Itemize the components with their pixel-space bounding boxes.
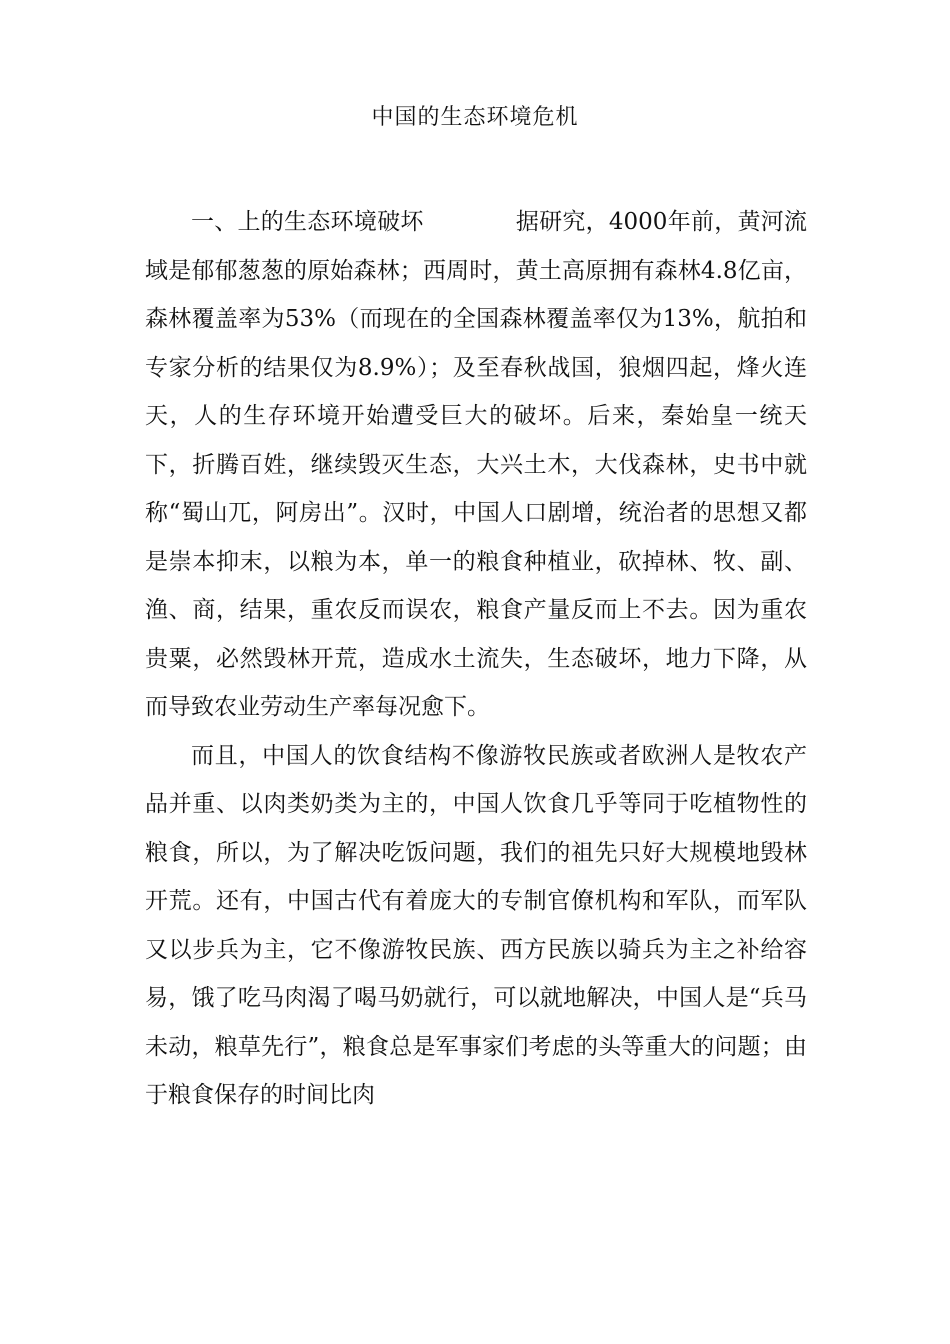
paragraph-2-text: 而且，中国人的饮食结构不像游牧民族或者欧洲人是牧农产品并重、以肉类奶类为主的，中国人饮食几乎等同于吃植物性的粮食，所以，为了解决吃饭问题，我们的祖先只好大规模地毁林开荒。还有，中国古代有着庞大的专制官僚机构和军队，而军队又以步兵为主，它不像游牧民族、西方民族以骑兵为主之补给容易，饿了吃马肉渴了喝马奶就行，可以就地解决，中国人是“兵马未动，粮草先行”，粮食总是军事家们考虑的头等重大的问题；由于粮食保存的时间比肉 (145, 742, 807, 1108)
paragraph-2 (145, 732, 807, 1120)
paragraph-1-text: 据研究，4000年前，黄河流域是郁郁葱葱的原始森林；西周时，黄土高原拥有森林4.8亿亩，森林覆盖率为53%（而现在的全国森林覆盖率仅为13%，航拍和专家分析的结果仅为8.9%）；及至春秋战国，狼烟四起，烽火连天，人的生存环境开始遭受巨大的破坏。后来，秦始皇一统天下，折腾百姓，继续毁灭生态，大兴土木，大伐森林，史书中就称“蜀山兀，阿房出”。汉时，中国人口剧增，统治者的思想又都是崇本抑末，以粮为本，单一的粮食种植业，砍掉林、牧、副、渔、商，结果，重农反而误农，粮食产量反而上不去。因为重农贵粟，必然毁林开荒，造成水土流失，生态破坏，地力下降，从而导致农业劳动生产率每况愈下。 (145, 209, 807, 720)
document-body (145, 198, 807, 1120)
page-title: 中国的生态环境危机 (371, 105, 579, 130)
section-heading: 一、上的生态环境破坏 (191, 209, 424, 235)
paragraph-1 (145, 198, 807, 732)
